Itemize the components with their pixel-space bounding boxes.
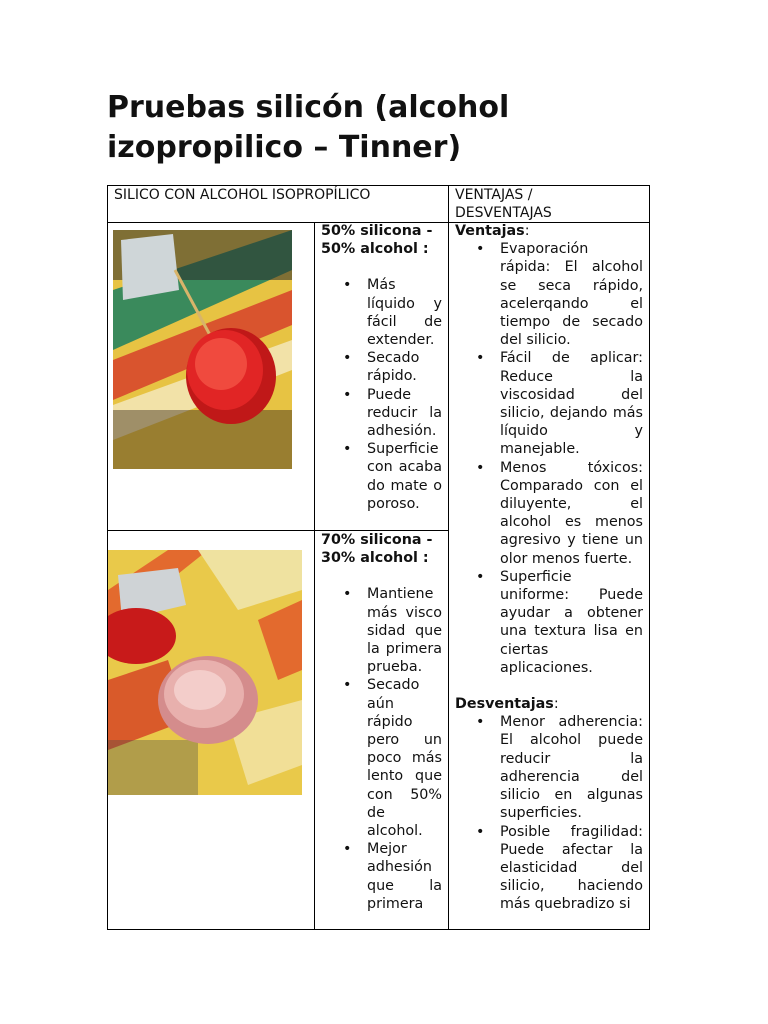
mix-50-50-heading: 50% silicona - 50% alcohol : bbox=[321, 223, 433, 258]
mix-70-30-heading: 70% silicona - 30% alcohol : bbox=[321, 532, 433, 567]
table-header-left: SILICO CON ALCOHOL ISOPROPÍLICO bbox=[114, 187, 371, 203]
mix-50-50-cell bbox=[321, 222, 442, 530]
list-item: • Menos tóxicos: Comparado con el diluyente, el alcohol es menos agresivo y tiene un olor menos fuerte. bbox=[500, 459, 643, 568]
pros-cons-cell: Ventajas: • Evaporación rápida: El alcohol se seca rápido, acelerqando el tiempo de secado del silicio. • Fácil de aplicar: Reduce la viscosidad del silicio, dejando más líquido y manejable. • Menos tóxicos: Comparado con el diluyente, el alcohol es menos agresivo y tiene un olor menos fuerte. • Superficie uniforme: Puede ayudar a obtener una textura lisa en ciertas aplicaciones. Desventajas: • Menor adherencia: El alcohol puede reducir la adherencia del silicio en algunas superficies. • Posible fragilidad: Puede afectar la elasticidad del silicio, haciendo más quebradizo si bbox=[455, 222, 643, 929]
list-item: • Evaporación rápida: El alcohol se seca rápido, acelerqando el tiempo de secado del silicio. bbox=[500, 240, 643, 349]
list-item: • Más líquido y fácil de extender. bbox=[367, 276, 442, 349]
photo-silicone-70-30 bbox=[108, 550, 302, 795]
list-item: • Posible fragilidad: Puede afectar la elasticidad del silicio, haciendo más quebradizo si bbox=[500, 823, 643, 914]
list-item: • Fácil de aplicar: Reduce la viscosidad del silicio, dejando más líquido y manejable. bbox=[500, 349, 643, 458]
list-item: • Secado rápido. bbox=[367, 349, 442, 385]
cons-list bbox=[500, 713, 643, 913]
pros-list bbox=[500, 240, 643, 677]
photo-silicone-50-50-graphic bbox=[113, 230, 292, 469]
pros-label: Ventajas bbox=[455, 223, 525, 239]
photo-silicone-50-50 bbox=[113, 230, 292, 469]
cons-label: Desventajas bbox=[455, 696, 554, 713]
list-item: • Puede reducir la adhesión. bbox=[367, 386, 442, 441]
list-item: • Superficie uniforme: Puede ayudar a obtener una textura lisa en ciertas aplicaciones. bbox=[500, 568, 643, 677]
mix-70-30-cell bbox=[321, 531, 442, 929]
photo-silicone-70-30-graphic bbox=[108, 550, 302, 795]
list-item: • Mantiene más viscosidad que la primera prueba. bbox=[367, 585, 442, 676]
list-item: • Superficie con acabado mate o poroso. bbox=[367, 440, 442, 513]
document-title: Pruebas silicón (alcohol izopropilico – Tinner) bbox=[107, 90, 510, 165]
list-item: • Secado aún rápido pero un poco más lento que con 50% de alcohol. bbox=[367, 676, 442, 840]
table-header-right: VENTAJAS / DESVENTAJAS bbox=[455, 187, 552, 221]
list-item: • Menor adherencia: El alcohol puede reducir la adherencia del silicio en algunas superficies. bbox=[500, 713, 643, 822]
list-item: • Mejor adhesión que la primera bbox=[367, 840, 442, 913]
mix-50-50-list bbox=[367, 276, 442, 513]
mix-70-30-list bbox=[367, 585, 442, 913]
